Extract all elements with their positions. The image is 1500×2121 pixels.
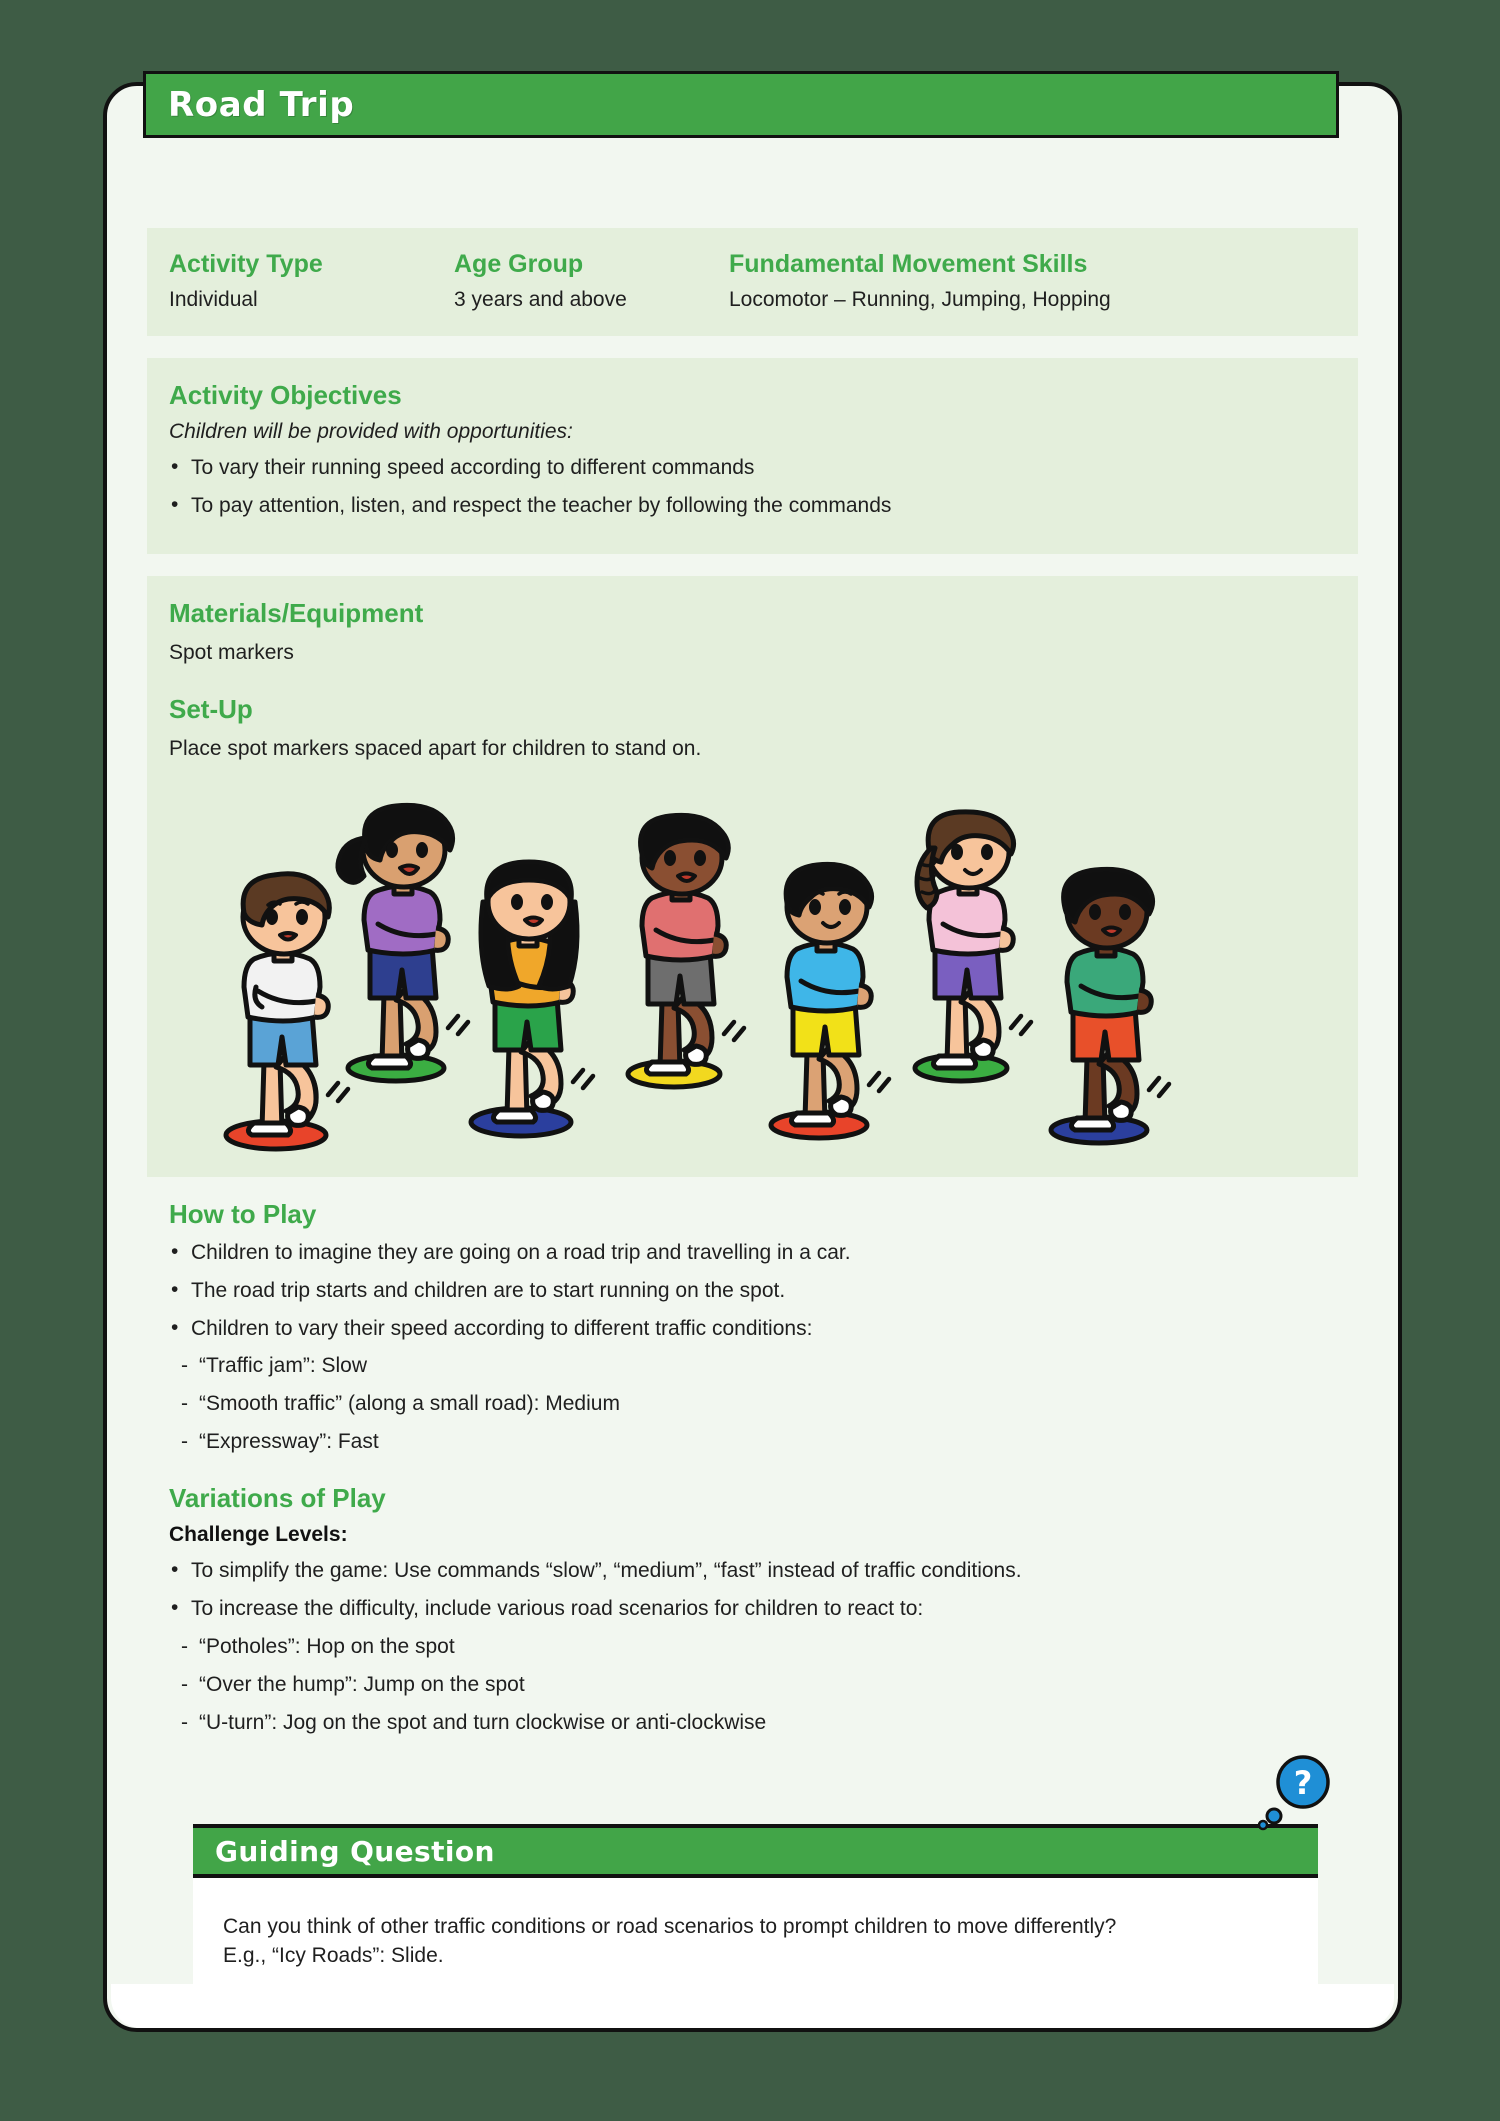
how-to-play-sublist [169,1352,1336,1457]
child-figure-2 [338,805,468,1081]
age-group-label: Age Group [454,250,584,278]
child-figure-6 [915,811,1031,1080]
activity-card [103,82,1402,2032]
list-item: • Children to imagine they are going on a road trip and travelling in a car. [169,1239,1336,1268]
guiding-question-heading: Guiding Question [215,1834,495,1868]
variations-sublist [169,1633,1336,1738]
card-content [107,228,1398,1747]
question-bubble-icon [1256,1754,1334,1832]
variations-heading: Variations of Play [169,1483,386,1514]
info-band [147,228,1358,336]
guiding-question-line2: E.g., “Icy Roads”: Slide. [223,1944,444,1968]
page-title: Road Trip [168,84,355,125]
how-to-play-list [169,1239,1336,1344]
info-age-group [454,250,729,312]
how-to-play-section [147,1199,1358,1458]
list-item: - “Over the hump”: Jump on the spot [169,1671,1336,1700]
age-group-value: 3 years and above [454,288,627,311]
info-row [169,250,1336,312]
child-figure-4 [628,815,744,1087]
guiding-question-line1: Can you think of other traffic conditions or road scenarios to prompt children to move differently? [223,1915,1117,1938]
list-item: - “Potholes”: Hop on the spot [169,1633,1336,1662]
setup-text: Place spot markers spaced apart for children to stand on. [169,736,702,760]
list-item: • The road trip starts and children are to start running on the spot. [169,1277,1336,1306]
activity-objectives-band [147,358,1358,554]
list-item: - “Smooth traffic” (along a small road): Medium [169,1390,1336,1419]
materials-text: Spot markers [169,640,294,664]
fms-value: Locomotor – Running, Jumping, Hopping [729,288,1111,311]
challenge-levels-label: Challenge Levels: [169,1523,348,1547]
list-item: • To increase the difficulty, include various road scenarios for children to react to: [169,1595,1336,1624]
child-figure-1 [226,873,348,1148]
child-figure-3 [471,862,593,1136]
activity-type-label: Activity Type [169,250,323,278]
variations-list [169,1557,1336,1624]
info-activity-type [169,250,454,312]
materials-setup-band [147,576,1358,1177]
setup-heading: Set-Up [169,693,253,724]
list-item: - “Expressway”: Fast [169,1428,1336,1457]
how-to-play-heading: How to Play [169,1198,317,1229]
fms-label: Fundamental Movement Skills [729,250,1088,278]
guiding-question-body [193,1878,1318,1988]
activity-type-value: Individual [169,288,258,311]
child-figure-7 [1051,869,1169,1143]
list-item: - “U-turn”: Jog on the spot and turn clockwise or anti-clockwise [169,1709,1336,1738]
variations-section [147,1483,1358,1738]
child-figure-5 [771,864,889,1138]
activity-objectives-list [169,454,1336,521]
list-item: • Children to vary their speed according to different traffic conditions: [169,1315,1336,1344]
title-banner [143,71,1339,138]
list-item: • To vary their running speed according to different commands [169,454,1336,483]
list-item: • To simplify the game: Use commands “slow”, “medium”, “fast” instead of traffic conditions. [169,1557,1336,1586]
list-item: • To pay attention, listen, and respect the teacher by following the commands [169,492,1336,521]
activity-objectives-heading: Activity Objectives [169,380,402,410]
card-bottom-strip [111,1984,1394,2028]
children-illustration [169,788,1336,1153]
list-item: - “Traffic jam”: Slow [169,1352,1336,1381]
svg-text:?: ? [1293,1764,1313,1802]
activity-objectives-intro: Children will be provided with opportunities: [169,420,573,443]
info-fms [729,250,1336,312]
materials-heading: Materials/Equipment [169,597,424,628]
guiding-question-banner [193,1824,1318,1878]
children-illustration-svg [169,788,1349,1153]
